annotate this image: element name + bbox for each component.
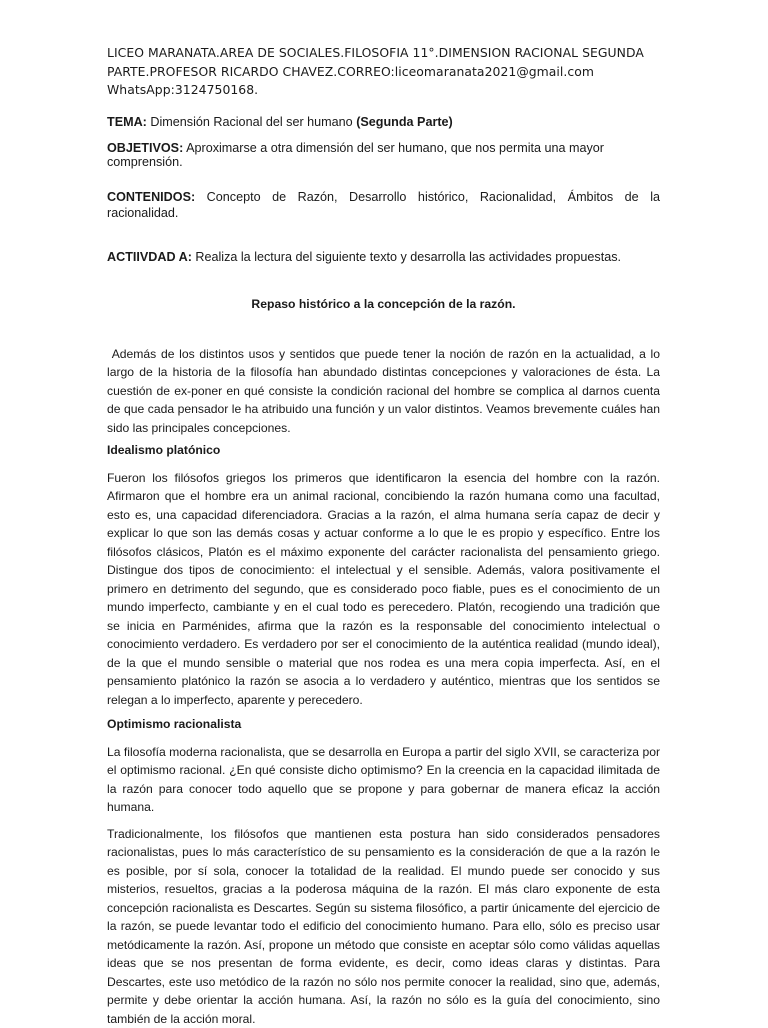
header-line: WhatsApp:3124750168.: [107, 82, 259, 97]
article-title: Repaso histórico a la concepción de la razón.: [251, 296, 516, 311]
tema-suffix: (Segunda Parte): [356, 114, 453, 129]
header-line: PARTE.PROFESOR RICARDO CHAVEZ.CORREO:liceomaranata2021@gmail.com: [107, 63, 595, 79]
contenidos-line: [107, 190, 660, 221]
paragraph-optimismo-1: La filosofía moderna racionalista, que se desarrolla en Europa a partir del siglo XVII, se caracteriza por el optimismo racional. ¿En qué consiste dicho optimismo? En la creencia en la capacidad ilimitada de la razón para conocer todo aquello que se propone y para gobernar de manera eficaz la acción humana.: [107, 744, 660, 815]
paragraph-optimismo-2: Tradicionalmente, los filósofos que mantienen esta postura han sido considerados pensadores racionalistas, pues lo más característico de su pensamiento es la consideración de que a la razón le es posible, por sí sola, conocer la totalidad de la realidad. El mundo puede ser conocido y sus misterios, resueltos, gracias a la poderosa máquina de la razón. El más claro exponente de esta concepción racionalista es Descartes. Según su sistema filosófico, a partir únicamente del ejercicio de la razón, se puede levantar todo el edificio del conocimiento humano. Para ello, sólo es preciso usar metódicamente la razón. Así, propone un método que consiste en aceptar sólo como válidas aquellas ideas que se nos presentan de forma evidente, es decir, como ideas claras y distintas. Para Descartes, este uso metódico de la razón no sólo nos permite conocer la realidad, sino que, además, permite y debe orientar la acción humana. Así, la razón no sólo es la guía del conocimiento, sino también de la acción moral.: [107, 826, 660, 1026]
objetivos-line: [107, 142, 660, 169]
contenidos-label: CONTENIDOS:: [107, 190, 196, 205]
paragraph-idealismo: Fueron los filósofos griegos los primeros que identificaron la esencia del hombre con la razón. Afirmaron que el hombre era un animal racional, concibiendo la razón humana como una facultad, esto es, una capacidad diferenciadora. Gracias a la razón, el alma humana sería capaz de decir y explicar lo que son las demás cosas y actuar conforme a lo que le es propio y específico. Entre los filósofos clásicos, Platón es el máximo exponente del carácter racionalista del pensamiento griego. Distingue dos tipos de conocimiento: el intelectual y el sensible. Además, valora positivamente el primero en detrimento del segundo, que es considerado poco fiable, pues es el conocimiento de un mundo imperfecto, cambiante y en el cual todo es perecedero. Platón, recogiendo una tradición que se inicia en Parménides, afirma que la razón es la responsable del conocimiento intelectual o conocimiento verdadero. Es verdadero por ser el conocimiento de la auténtica realidad (mundo ideal), de la que el mundo sensible o material que nos rodea es una mera copia imperfecta. Así, en el pensamiento platónico la razón se asocia a lo verdadero y auténtico, mientras que los sentidos se relegan a lo imperfecto, aparente y perecedero.: [107, 470, 660, 707]
tema-label: TEMA:: [107, 114, 147, 129]
document-page: [107, 44, 660, 1028]
section-heading-optimismo: Optimismo racionalista: [107, 717, 242, 732]
actividad-line: [107, 251, 660, 265]
intro-paragraph: [107, 345, 660, 438]
header-line: LICEO MARANATA.AREA DE SOCIALES.FILOSOFIA 11°.DIMENSION RACIONAL SEGUNDA: [107, 45, 644, 60]
tema-line: [107, 116, 660, 130]
intro-text: Además de los distintos usos y sentidos que puede tener la noción de razón en la actualidad, a lo largo de la historia de la filosofía han abundado distintas concepciones y valoraciones de ésta. La cuestión de ex-poner en qué consiste la condición racional del hombre se complica al darnos cuenta de que cada pensador le ha atribuido una función y un valor distintos. Veamos brevemente cuáles han sido las principales concepciones.: [107, 346, 660, 435]
objetivos-text: Aproximarse a otra dimensión del ser humano, que nos permita una mayor comprensión.: [107, 141, 604, 169]
actividad-text: Realiza la lectura del siguiente texto y desarrolla las actividades propuestas.: [195, 250, 622, 265]
document-header: [107, 44, 660, 100]
objetivos-label: OBJETIVOS:: [107, 141, 184, 156]
section-heading-idealismo: Idealismo platónico: [107, 443, 221, 458]
contenidos-text: Concepto de Razón, Desarrollo histórico, Racionalidad, Ámbitos de la racionalidad.: [107, 190, 660, 220]
actividad-label: ACTIIVDAD A:: [107, 250, 192, 265]
tema-text: Dimensión Racional del ser humano: [150, 114, 353, 129]
